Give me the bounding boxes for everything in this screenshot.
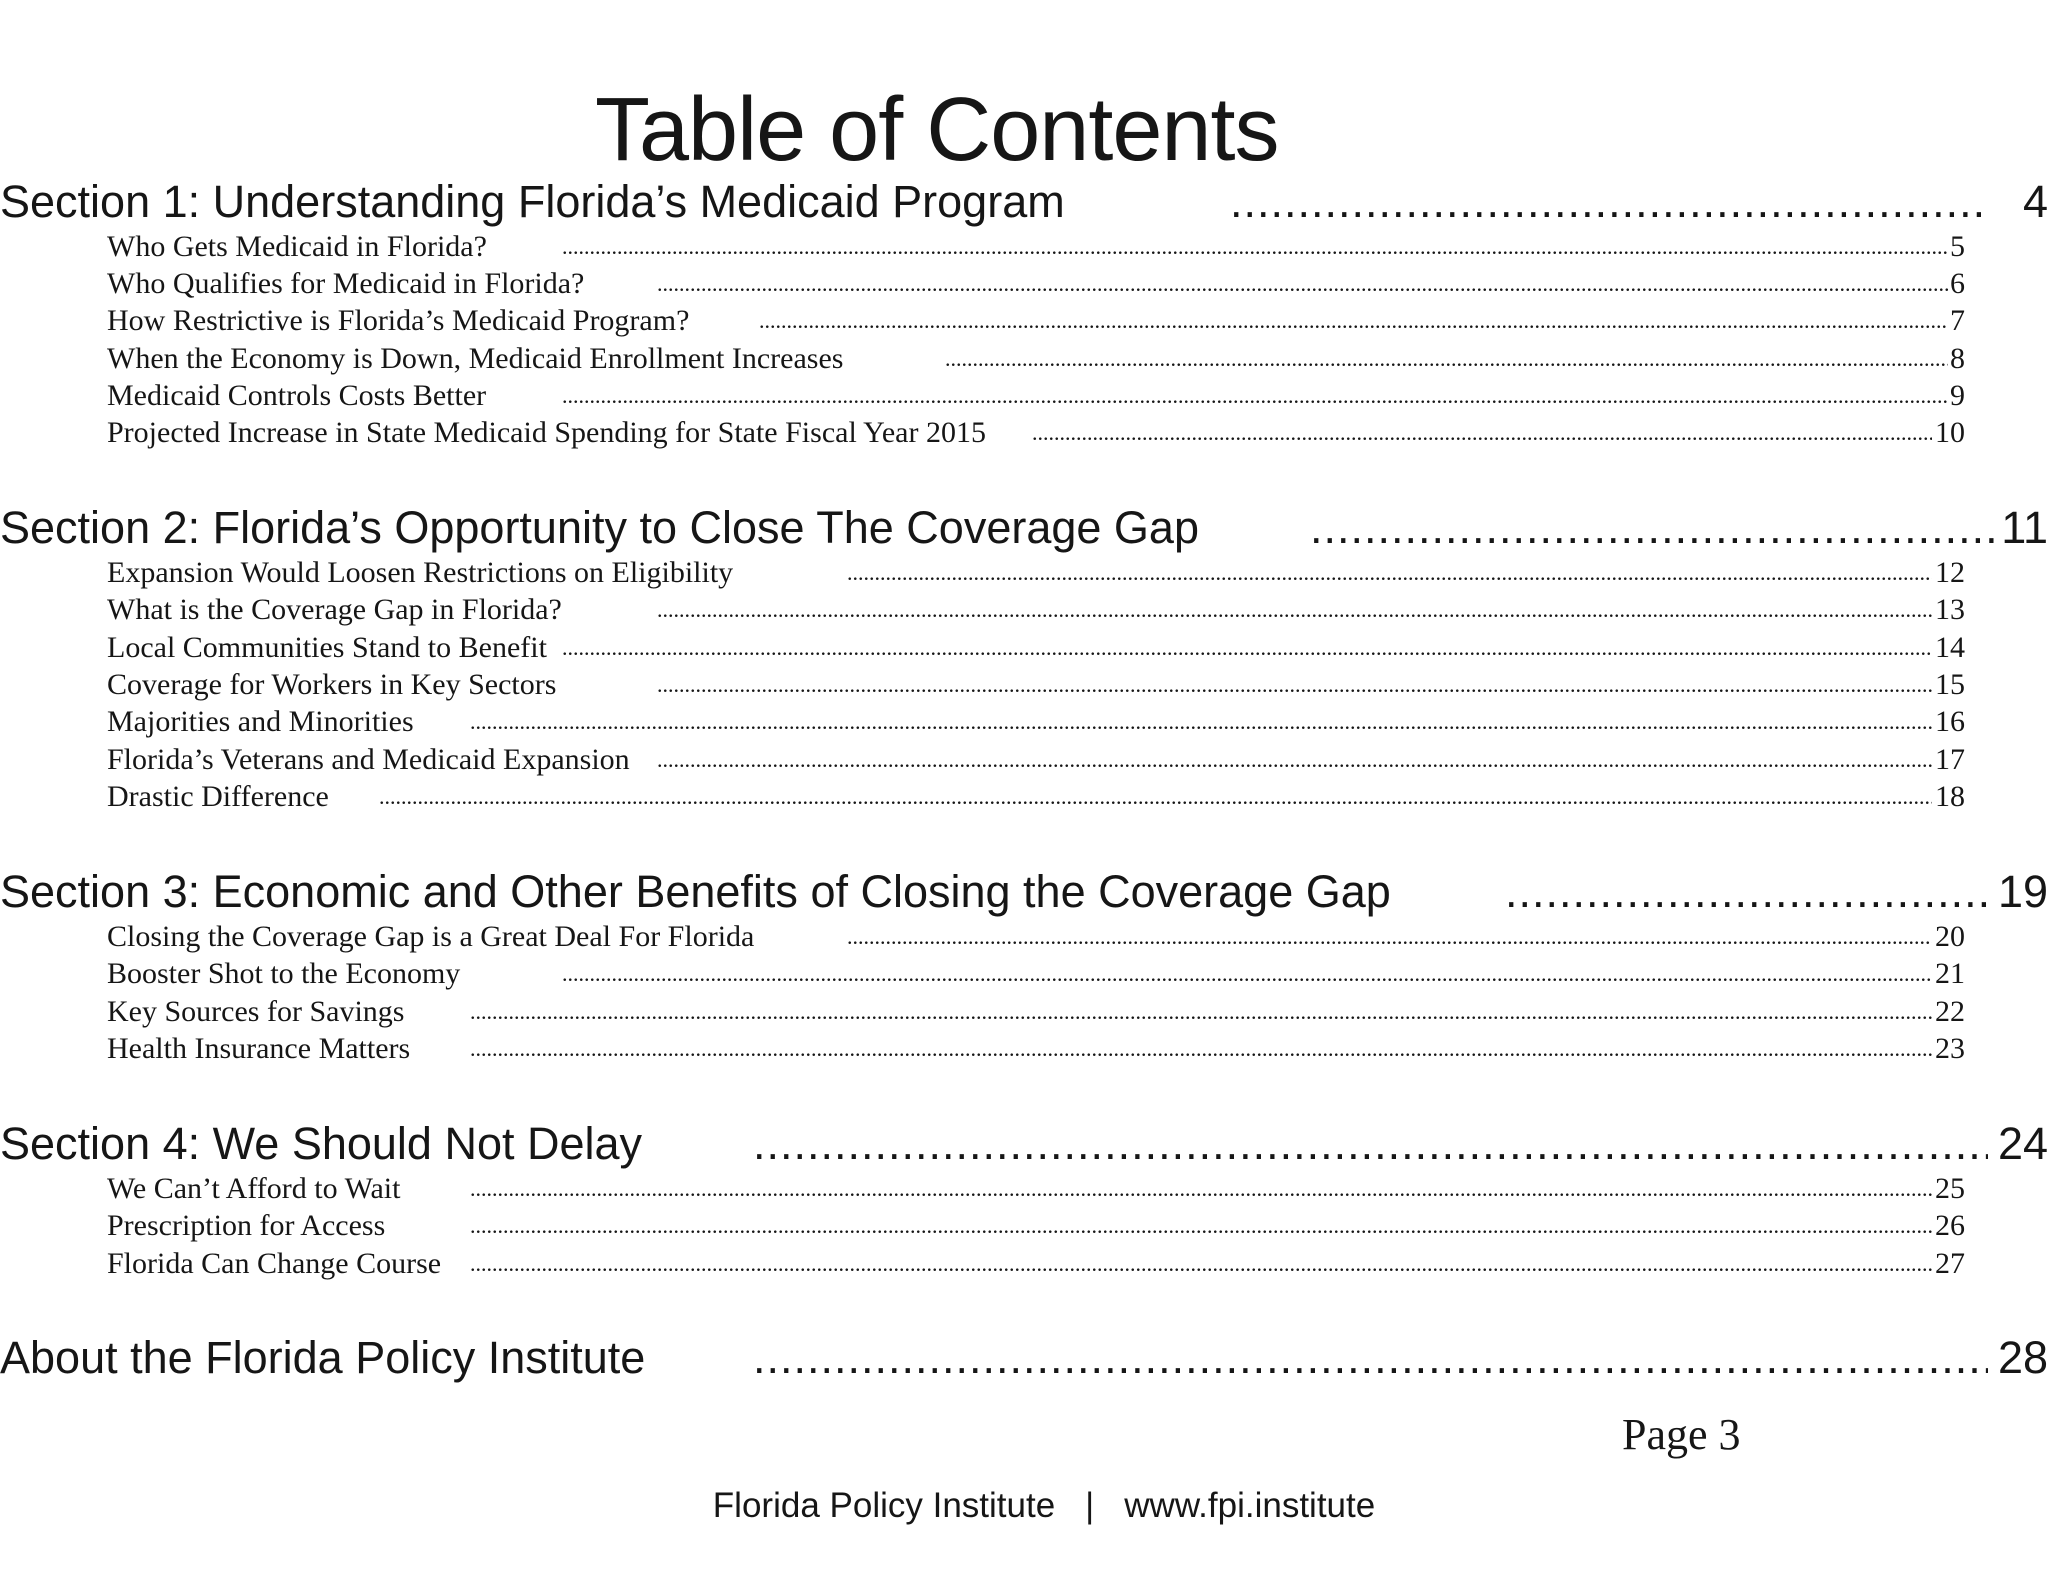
entry-page-number: 20 — [1935, 920, 1965, 953]
entry-title: Projected Increase in State Medicaid Spending for State Fiscal Year 2015 — [107, 416, 986, 449]
section-title: Section 4: We Should Not Delay — [0, 1118, 643, 1169]
dot-leader — [470, 1245, 1932, 1282]
entry-title: How Restrictive is Florida’s Medicaid Program? — [107, 304, 690, 337]
dot-leader — [1230, 177, 1988, 227]
dot-leader — [470, 703, 1932, 740]
entry-title: Local Communities Stand to Benefit — [107, 631, 547, 664]
dot-leader — [759, 302, 1948, 339]
entry-page-number: 12 — [1935, 556, 1965, 589]
entry-title: Florida’s Veterans and Medicaid Expansion — [107, 743, 630, 776]
entry-title: What is the Coverage Gap in Florida? — [107, 593, 562, 626]
toc-entry[interactable] — [107, 591, 1965, 628]
toc-entry[interactable] — [107, 1207, 1965, 1244]
toc-section-4[interactable] — [0, 1119, 2048, 1169]
toc-entry[interactable] — [107, 666, 1965, 703]
footer — [0, 1484, 2048, 1528]
toc-entry[interactable] — [107, 1170, 1965, 1207]
section-title: Section 3: Economic and Other Benefits of Closing the Coverage Gap — [0, 866, 1391, 917]
toc-entry[interactable] — [107, 778, 1965, 815]
section-title: Section 2: Florida’s Opportunity to Close The Coverage Gap — [0, 502, 1199, 553]
dot-leader — [1032, 414, 1932, 451]
footer-separator: | — [1085, 1486, 1095, 1525]
entry-page-number: 26 — [1935, 1209, 1965, 1242]
toc-entry[interactable] — [107, 377, 1965, 414]
dot-leader — [562, 377, 1948, 414]
dot-leader — [657, 591, 1932, 628]
toc-entry[interactable] — [107, 302, 1965, 339]
toc-entry[interactable] — [107, 993, 1965, 1030]
toc-about[interactable] — [0, 1333, 2048, 1383]
footer-url-link[interactable]: www.fpi.institute — [1124, 1486, 1376, 1525]
toc-entry[interactable] — [107, 629, 1965, 666]
entry-page-number: 10 — [1935, 416, 1965, 449]
toc-entry[interactable] — [107, 1030, 1965, 1067]
entry-title: Majorities and Minorities — [107, 705, 414, 738]
dot-leader — [657, 666, 1932, 703]
entry-page-number: 21 — [1935, 957, 1965, 990]
entry-title: Coverage for Workers in Key Sectors — [107, 668, 557, 701]
toc-entry[interactable] — [107, 554, 1965, 591]
entry-title: We Can’t Afford to Wait — [107, 1172, 401, 1205]
section-page-number: 19 — [1997, 866, 2048, 917]
entry-title: Closing the Coverage Gap is a Great Deal For Florida — [107, 920, 755, 953]
entry-page-number: 15 — [1935, 668, 1965, 701]
dot-leader — [657, 741, 1932, 778]
entry-page-number: 22 — [1935, 995, 1965, 1028]
entry-page-number: 23 — [1935, 1032, 1965, 1065]
entry-page-number: 9 — [1950, 379, 1965, 412]
entry-title: When the Economy is Down, Medicaid Enrollment Increases — [107, 342, 844, 375]
section-title: About the Florida Policy Institute — [0, 1332, 646, 1383]
entry-title: Health Insurance Matters — [107, 1032, 411, 1065]
dot-leader — [470, 993, 1932, 1030]
dot-leader — [1505, 867, 1988, 917]
dot-leader — [945, 340, 1948, 377]
entry-page-number: 14 — [1935, 631, 1965, 664]
toc-entry[interactable] — [107, 703, 1965, 740]
toc-entry[interactable] — [107, 1245, 1965, 1282]
entry-page-number: 27 — [1935, 1247, 1965, 1280]
dot-leader — [470, 1030, 1932, 1067]
dot-leader — [562, 955, 1932, 992]
section-title: Section 1: Understanding Florida’s Medicaid Program — [0, 176, 1065, 227]
toc-section-1[interactable] — [0, 177, 2048, 227]
dot-leader — [657, 265, 1948, 302]
toc-entry[interactable] — [107, 340, 1965, 377]
footer-org: Florida Policy Institute — [712, 1486, 1056, 1525]
entry-title: Expansion Would Loosen Restrictions on Eligibility — [107, 556, 734, 589]
entry-page-number: 5 — [1950, 230, 1965, 263]
dot-leader — [379, 778, 1932, 815]
entry-page-number: 13 — [1935, 593, 1965, 626]
toc-section-2[interactable] — [0, 503, 2048, 553]
toc-entry[interactable] — [107, 414, 1965, 451]
section-page-number: 4 — [2022, 176, 2048, 227]
dot-leader — [847, 918, 1932, 955]
entry-page-number: 17 — [1935, 743, 1965, 776]
entry-page-number: 16 — [1935, 705, 1965, 738]
toc-entry[interactable] — [107, 741, 1965, 778]
section-page-number: 24 — [1997, 1118, 2048, 1169]
toc-entry[interactable] — [107, 955, 1965, 992]
entry-title: Florida Can Change Course — [107, 1247, 442, 1280]
page-number-label: Page 3 — [1622, 1410, 1741, 1459]
toc-entry[interactable] — [107, 918, 1965, 955]
dot-leader — [847, 554, 1932, 591]
entry-title: Who Gets Medicaid in Florida? — [107, 230, 487, 263]
entry-title: Key Sources for Savings — [107, 995, 405, 1028]
entry-title: Drastic Difference — [107, 780, 329, 813]
page-title: Table of Contents — [595, 80, 1279, 180]
toc-entry[interactable] — [107, 228, 1965, 265]
section-page-number: 28 — [1997, 1332, 2048, 1383]
toc-section-3[interactable] — [0, 867, 2048, 917]
entry-title: Booster Shot to the Economy — [107, 957, 461, 990]
dot-leader — [562, 629, 1932, 666]
entry-title: Who Qualifies for Medicaid in Florida? — [107, 267, 585, 300]
dot-leader — [1310, 503, 1996, 553]
entry-title: Medicaid Controls Costs Better — [107, 379, 487, 412]
entry-page-number: 18 — [1935, 780, 1965, 813]
toc-entry[interactable] — [107, 265, 1965, 302]
dot-leader — [470, 1207, 1932, 1244]
entry-page-number: 8 — [1950, 342, 1965, 375]
dot-leader — [753, 1119, 1988, 1169]
dot-leader — [470, 1170, 1932, 1207]
entry-title: Prescription for Access — [107, 1209, 386, 1242]
entry-page-number: 7 — [1950, 304, 1965, 337]
dot-leader — [562, 228, 1948, 265]
entry-page-number: 25 — [1935, 1172, 1965, 1205]
dot-leader — [753, 1333, 1988, 1383]
section-page-number: 11 — [2001, 502, 2048, 553]
entry-page-number: 6 — [1950, 267, 1965, 300]
